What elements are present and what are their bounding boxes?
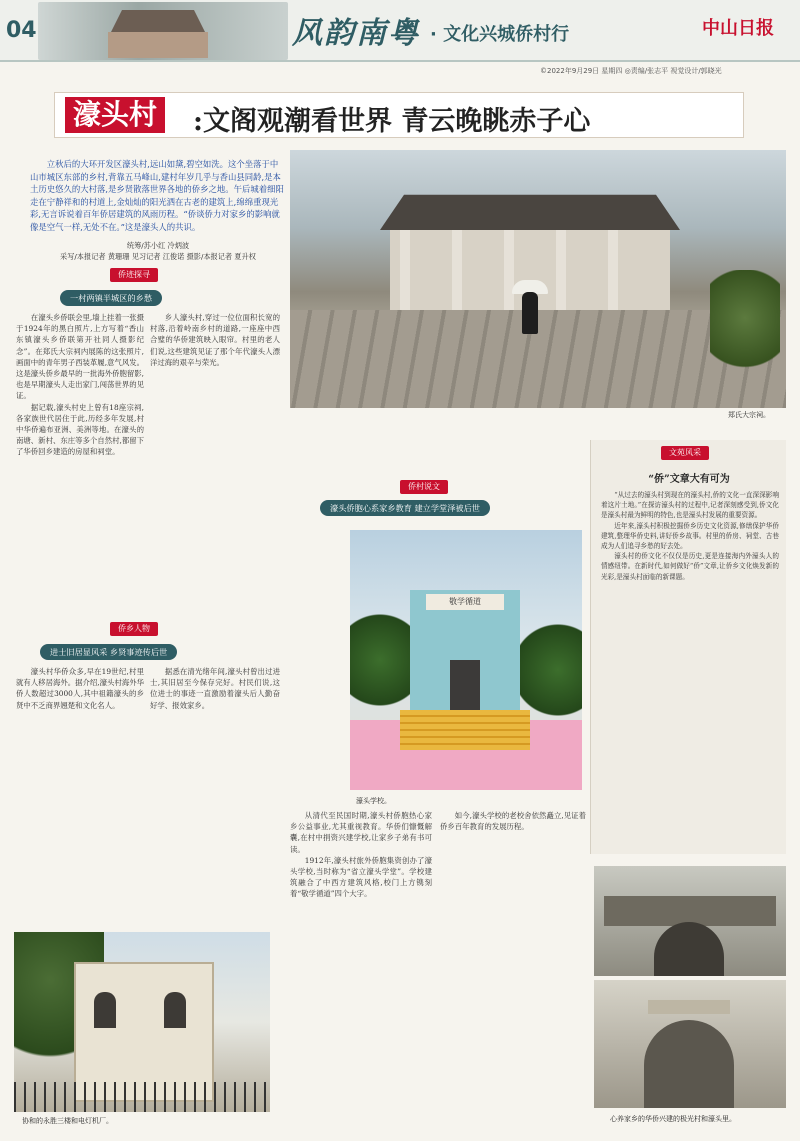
school-door bbox=[450, 660, 480, 710]
photo-village-arch bbox=[594, 980, 786, 1108]
section-3-paragraph: 如今,濠头学校的老校舍依然矗立,见证着侨乡百年教育的发展历程。 bbox=[440, 811, 586, 832]
section-2-tag: 侨乡人物 bbox=[110, 622, 158, 636]
section-1-tag: 侨迹探寻 bbox=[110, 268, 158, 282]
school-steps bbox=[400, 710, 530, 750]
masthead-roof-shape bbox=[98, 10, 218, 34]
section-3-column-2 bbox=[440, 810, 586, 1130]
hero-tree bbox=[710, 270, 780, 390]
section-2-column-2 bbox=[150, 666, 280, 924]
hero-figure bbox=[522, 292, 538, 334]
section-1-column-1 bbox=[16, 312, 144, 610]
masthead-photo bbox=[38, 2, 288, 60]
section-title: 风韵南粤 bbox=[292, 16, 420, 51]
school-sign: 敬学循道 bbox=[426, 594, 504, 610]
section-1-subhead: 一村两镇半城区的乡愁 bbox=[60, 290, 162, 306]
sidebar-paragraph: 近年来,濠头村积极挖掘侨乡历史文化资源,修缮保护华侨建筑,整理华侨史料,讲好侨乡故事。村里的侨房、祠堂、古巷成为人们追寻乡愁的好去处。 bbox=[601, 521, 779, 551]
photo-historic-building bbox=[14, 932, 270, 1112]
gate-arch bbox=[654, 922, 724, 976]
bottom-left-caption: 协和的永胜三楼和电灯机厂。 bbox=[22, 1117, 113, 1125]
arch-opening bbox=[644, 1020, 734, 1108]
section-1-column-2 bbox=[150, 312, 280, 610]
sidebar-paragraph: 濠头村的侨文化不仅仅是历史,更是连接海内外濠头人的情感纽带。在新时代,如何做好“侨”文章,让侨乡文化焕发新的光彩,是濠头村面临的新课题。 bbox=[601, 552, 779, 581]
page-number: 04 bbox=[6, 18, 37, 43]
headline-text: 文阁观潮看世界 青云晚眺赤子心 bbox=[202, 106, 591, 137]
section-3-paragraph: 从清代至民国时期,濠头村侨胞热心家乡公益事业,尤其重视教育。华侨们慷慨解囊,在村中捐资兴建学校,让家乡子弟有书可读。 bbox=[290, 811, 432, 854]
sidebar bbox=[590, 440, 786, 854]
credits bbox=[30, 240, 286, 262]
building-facade bbox=[74, 962, 214, 1102]
section-2-subhead: 进士旧居显风采 乡贤事迹传后世 bbox=[40, 644, 177, 660]
section-3-paragraph: 1912年,濠头村旅外侨胞集资创办了濠头学校,当时称为“省立濠头学堂”。学校建筑融合了中西方建筑风格,校门上方镌刻着“敬学循道”四个大字。 bbox=[290, 855, 432, 899]
headline-village: 濠头村 bbox=[65, 97, 165, 133]
section-2-column-1 bbox=[16, 666, 144, 924]
photo-village-gate bbox=[594, 866, 786, 976]
credits-line-1: 统筹/苏小红 冷炳波 bbox=[126, 241, 190, 250]
masthead-wall-shape bbox=[108, 32, 208, 58]
school-caption: 濠头学校。 bbox=[356, 797, 391, 805]
section-2-paragraph: 濠头村华侨众多,早在19世纪,村里就有人移居海外。据介绍,濠头村海外华侨人数超过3000人,其中祖籍濠头的乡贤中不乏商界翘楚和文化名人。 bbox=[16, 667, 144, 710]
section-3-column-1 bbox=[290, 810, 432, 1130]
building-window bbox=[94, 992, 116, 1028]
sidebar-paragraph: “从过去的濠头村到现在的濠头村,侨的文化一直深深影响着这片土地。”在探访濠头村的过程中,记者深刻感受到,侨文化是濠头村最为鲜明的特色,也是濠头村发展的重要资源。 bbox=[601, 491, 779, 520]
section-1-paragraph: 据记载,濠头村史上曾有18座宗祠,各家族世代居住于此,历经多年发展,村中华侨遍布亚洲、美洲等地。在濠头的南塘、新村、东庄等多个自然村,都留下了华侨回乡建造的房屋和祠堂。 bbox=[16, 402, 144, 457]
building-fence bbox=[14, 1082, 270, 1112]
paper-logo: 中山日报 bbox=[702, 18, 774, 39]
dateline: ©2022年9月29日 星期四 ◎责编/张志平 视觉设计/郭晓光 bbox=[540, 67, 722, 75]
section-2-paragraph: 据悉在清光绪年间,濠头村曾出过进士,其旧居至今保存完好。村民们说,这位进士的事迹一直激励着濠头后人勤奋好学、报效家乡。 bbox=[150, 667, 280, 710]
section-3-column-intro bbox=[288, 420, 344, 780]
sidebar-tag: 文苑风采 bbox=[661, 446, 709, 460]
lede-paragraph: 立秋后的大环开发区濠头村,远山如黛,碧空如洗。这个坐落于中山市城区东部的乡村,背靠五马峰山,建村年岁几乎与香山县同龄,是本土历史悠久的大村落,是乡贤散落世界各地的侨乡之地。午后城着细阳走在宁静祥和的村道上,金灿灿的阳光洒在古老的建筑上,绵绵重现光彩,无言诉说着百年侨居建筑的风雨历程。“侨谈侨力对家乡的影响就像是空气一样,无处不在。”这是濠头人的共识。 bbox=[30, 159, 284, 232]
section-1-paragraph: 乡人濠头村,穿过一位位面积长宽的村落,沿着岭南乡村的道路,一座座中西合璧的华侨建筑映入眼帘。村里的老人们说,这些建筑见证了那个年代濠头人漂洋过海的艰辛与荣光。 bbox=[150, 313, 280, 367]
headline-separator: : bbox=[193, 106, 203, 137]
sidebar-body bbox=[601, 490, 779, 846]
section-subtitle: · 文化兴城侨村行 bbox=[430, 24, 570, 45]
bottom-right-caption: 心养家乡的华侨兴建的极光村和濠头里。 bbox=[610, 1115, 736, 1123]
headline bbox=[54, 92, 744, 138]
hero-photo-ancestral-hall bbox=[290, 150, 786, 408]
section-1-paragraph: 在濠头乡侨联会里,墙上挂着一张摄于1924年的黑白照片,上方写着“香山东镇濠头乡侨联第开社同人摄影纪念”。在郑氏大宗祠内展陈的这张照片,画面中的青年男子西装革履,意气风发。这是濠头侨乡最早的一批海外侨胞留影,也是早期濠头人走出家门,闯荡世界的见证。 bbox=[16, 313, 144, 401]
section-3-tag: 侨村说文 bbox=[400, 480, 448, 494]
arch-sign bbox=[648, 1000, 730, 1014]
school-photo bbox=[350, 530, 582, 790]
section-3-subhead: 濠头侨胞心系家乡教育 建立学堂泽被后世 bbox=[320, 500, 490, 516]
credits-line-2: 采写/本报记者 黄珊珊 见习记者 江俊诺 摄影/本报记者 夏升权 bbox=[60, 252, 256, 261]
building-window bbox=[164, 992, 186, 1028]
hero-caption: 郑氏大宗祠。 bbox=[728, 411, 770, 419]
headline-title bbox=[193, 99, 590, 138]
masthead bbox=[0, 0, 800, 62]
hero-roof bbox=[380, 186, 680, 230]
sidebar-title: “侨”文章大有可为 bbox=[648, 474, 730, 485]
